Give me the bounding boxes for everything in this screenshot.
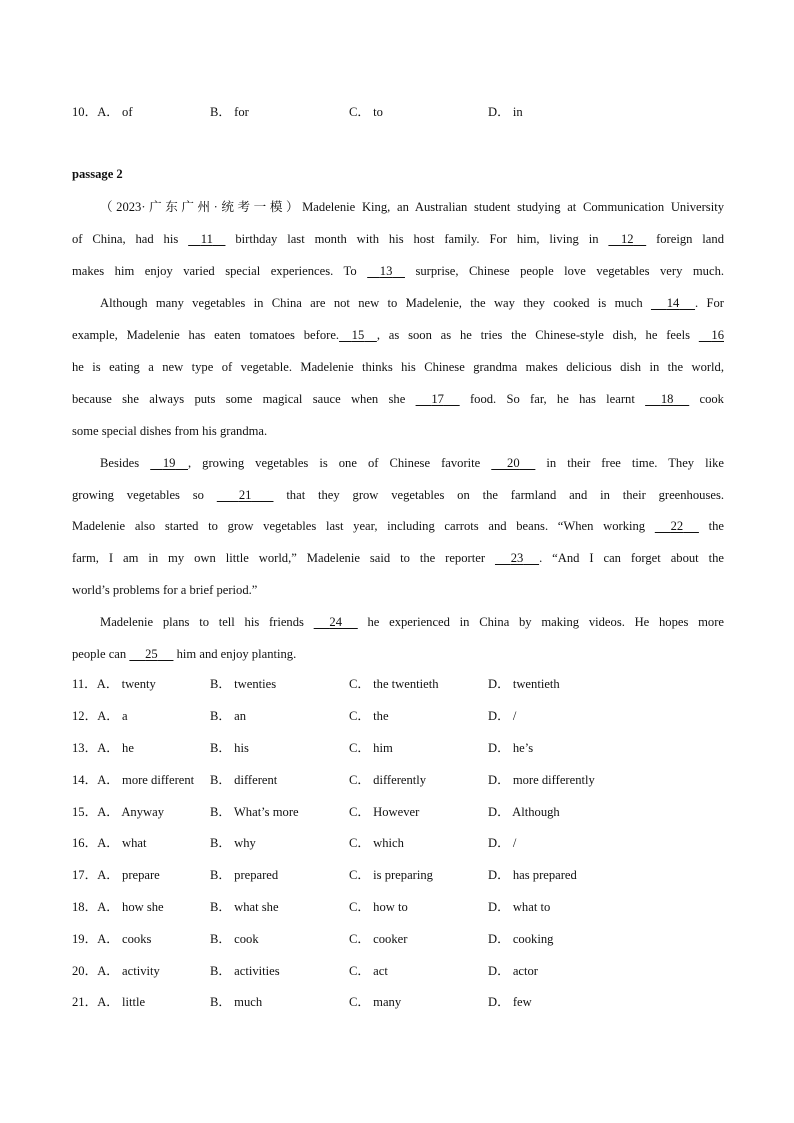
option-d: D． in: [488, 105, 523, 119]
option-b: B． activities: [210, 964, 280, 978]
option-d: D． Although: [488, 805, 560, 819]
blank-24: 24: [329, 615, 343, 629]
question-row: [72, 961, 732, 981]
question-row: [72, 802, 732, 822]
passage-line: Madelenie also started to grow vegetables last year, including carrots and beans. “When working 22 the: [72, 510, 724, 542]
option-a: 13．A． he: [72, 741, 134, 755]
option-c: C． to: [349, 105, 383, 119]
option-d: D． he’s: [488, 741, 534, 755]
option-b: B． prepared: [210, 868, 279, 882]
option-b: B． much: [210, 995, 263, 1009]
blank-15: 15: [351, 328, 365, 342]
option-c: C． differently: [349, 773, 427, 787]
passage-line: farm, I am in my own little world,” Madelenie said to the reporter 23 . “And I can forget about the: [72, 542, 724, 574]
question-row: [72, 929, 732, 949]
option-a: 17．A． prepare: [72, 868, 160, 882]
question-row: [72, 738, 732, 758]
option-b: B． for: [210, 105, 249, 119]
option-d: D． few: [488, 995, 532, 1009]
option-c: C． how to: [349, 900, 408, 914]
option-b: B． different: [210, 773, 278, 787]
passage-line: （2023·广东广州·统考一模）Madelenie King, an Australian student studying at Communication University: [100, 200, 724, 214]
option-a: 14．A． more different: [72, 773, 195, 787]
blank-16: 16: [711, 328, 724, 342]
blank-19: 19: [162, 456, 176, 470]
option-d: D． twentieth: [488, 677, 560, 691]
question-row: [72, 865, 732, 885]
blank-11: 11: [200, 232, 213, 246]
passage-line: of China, had his 11 birthday last month with his host family. For him, living in 12 foreign land: [72, 223, 724, 255]
option-d: D． /: [488, 709, 517, 723]
option-c: C． is preparing: [349, 868, 433, 882]
question-row: [72, 674, 732, 694]
option-c: C． which: [349, 836, 404, 850]
option-b: B． why: [210, 836, 256, 850]
passage-line: world’s problems for a brief period.”: [72, 583, 258, 597]
blank-20: 20: [507, 456, 520, 470]
option-c: C． cooker: [349, 932, 408, 946]
question-row: [72, 833, 732, 853]
option-b: B． an: [210, 709, 247, 723]
option-c: C． However: [349, 805, 420, 819]
option-c: C． the twentieth: [349, 677, 439, 691]
question-row: [72, 770, 732, 790]
option-c: C． many: [349, 995, 402, 1009]
blank-12: 12: [620, 232, 634, 246]
passage-line: makes him enjoy varied special experiences. To 13 surprise, Chinese people love vegetables very much.: [72, 255, 724, 287]
passage-line: example, Madelenie has eaten tomatoes before. 15 , as soon as he tries the Chinese-style dish, he feels 16: [72, 319, 724, 351]
blank-23: 23: [510, 551, 524, 565]
option-a: 19．A． cooks: [72, 932, 152, 946]
blank-14: 14: [666, 296, 680, 310]
option-b: B． cook: [210, 932, 259, 946]
option-b: B． twenties: [210, 677, 277, 691]
option-a: 12．A． a: [72, 709, 128, 723]
option-c: C． the: [349, 709, 389, 723]
option-d: D． what to: [488, 900, 551, 914]
passage-title: passage 2: [72, 167, 123, 181]
passage-line: Besides 19 , growing vegetables is one of Chinese favorite 20 in their free time. They like: [100, 447, 724, 479]
passage-line: he is eating a new type of vegetable. Madelenie thinks his Chinese grandma makes delicious dish in the world,: [72, 360, 724, 374]
option-d: D． actor: [488, 964, 539, 978]
passage-line: some special dishes from his grandma.: [72, 424, 268, 438]
blank-18: 18: [660, 392, 674, 406]
passage-line: because she always puts some magical sauce when she 17 food. So far, he has learnt 18 cook: [72, 383, 724, 415]
blank-22: 22: [670, 519, 684, 533]
blank-17: 17: [431, 392, 444, 406]
passage-line: people can 25 him and enjoy planting.: [72, 638, 724, 670]
passage-line: Although many vegetables in China are not new to Madelenie, the way they cooked is much 14 . For: [100, 287, 724, 319]
option-d: D． more differently: [488, 773, 595, 787]
option-a: 16．A． what: [72, 836, 147, 850]
question-row: [72, 992, 732, 1012]
option-d: D． has prepared: [488, 868, 577, 882]
question-row: [72, 706, 732, 726]
passage-line: Madelenie plans to tell his friends 24 he experienced in China by making videos. He hopes more: [100, 606, 724, 638]
option-b: B． what she: [210, 900, 279, 914]
option-c: C． him: [349, 741, 393, 755]
option-a: 11．A． twenty: [72, 677, 156, 691]
blank-25: 25: [145, 647, 158, 661]
option-a: 15．A． Anyway: [72, 805, 164, 819]
question-row-10: [72, 102, 732, 122]
option-b: B． What’s more: [210, 805, 299, 819]
option-b: B． his: [210, 741, 249, 755]
option-a: 20．A． activity: [72, 964, 160, 978]
option-c: C． act: [349, 964, 388, 978]
question-row: [72, 897, 732, 917]
option-a: 18．A． how she: [72, 900, 164, 914]
blank-13: 13: [379, 264, 393, 278]
option-d: D． /: [488, 836, 517, 850]
blank-21: 21: [238, 488, 252, 502]
option-a: 10．A． of: [72, 105, 133, 119]
option-d: D． cooking: [488, 932, 554, 946]
passage-line: growing vegetables so 21 that they grow vegetables on the farmland and in their greenhouses.: [72, 479, 724, 511]
option-a: 21．A． little: [72, 995, 146, 1009]
